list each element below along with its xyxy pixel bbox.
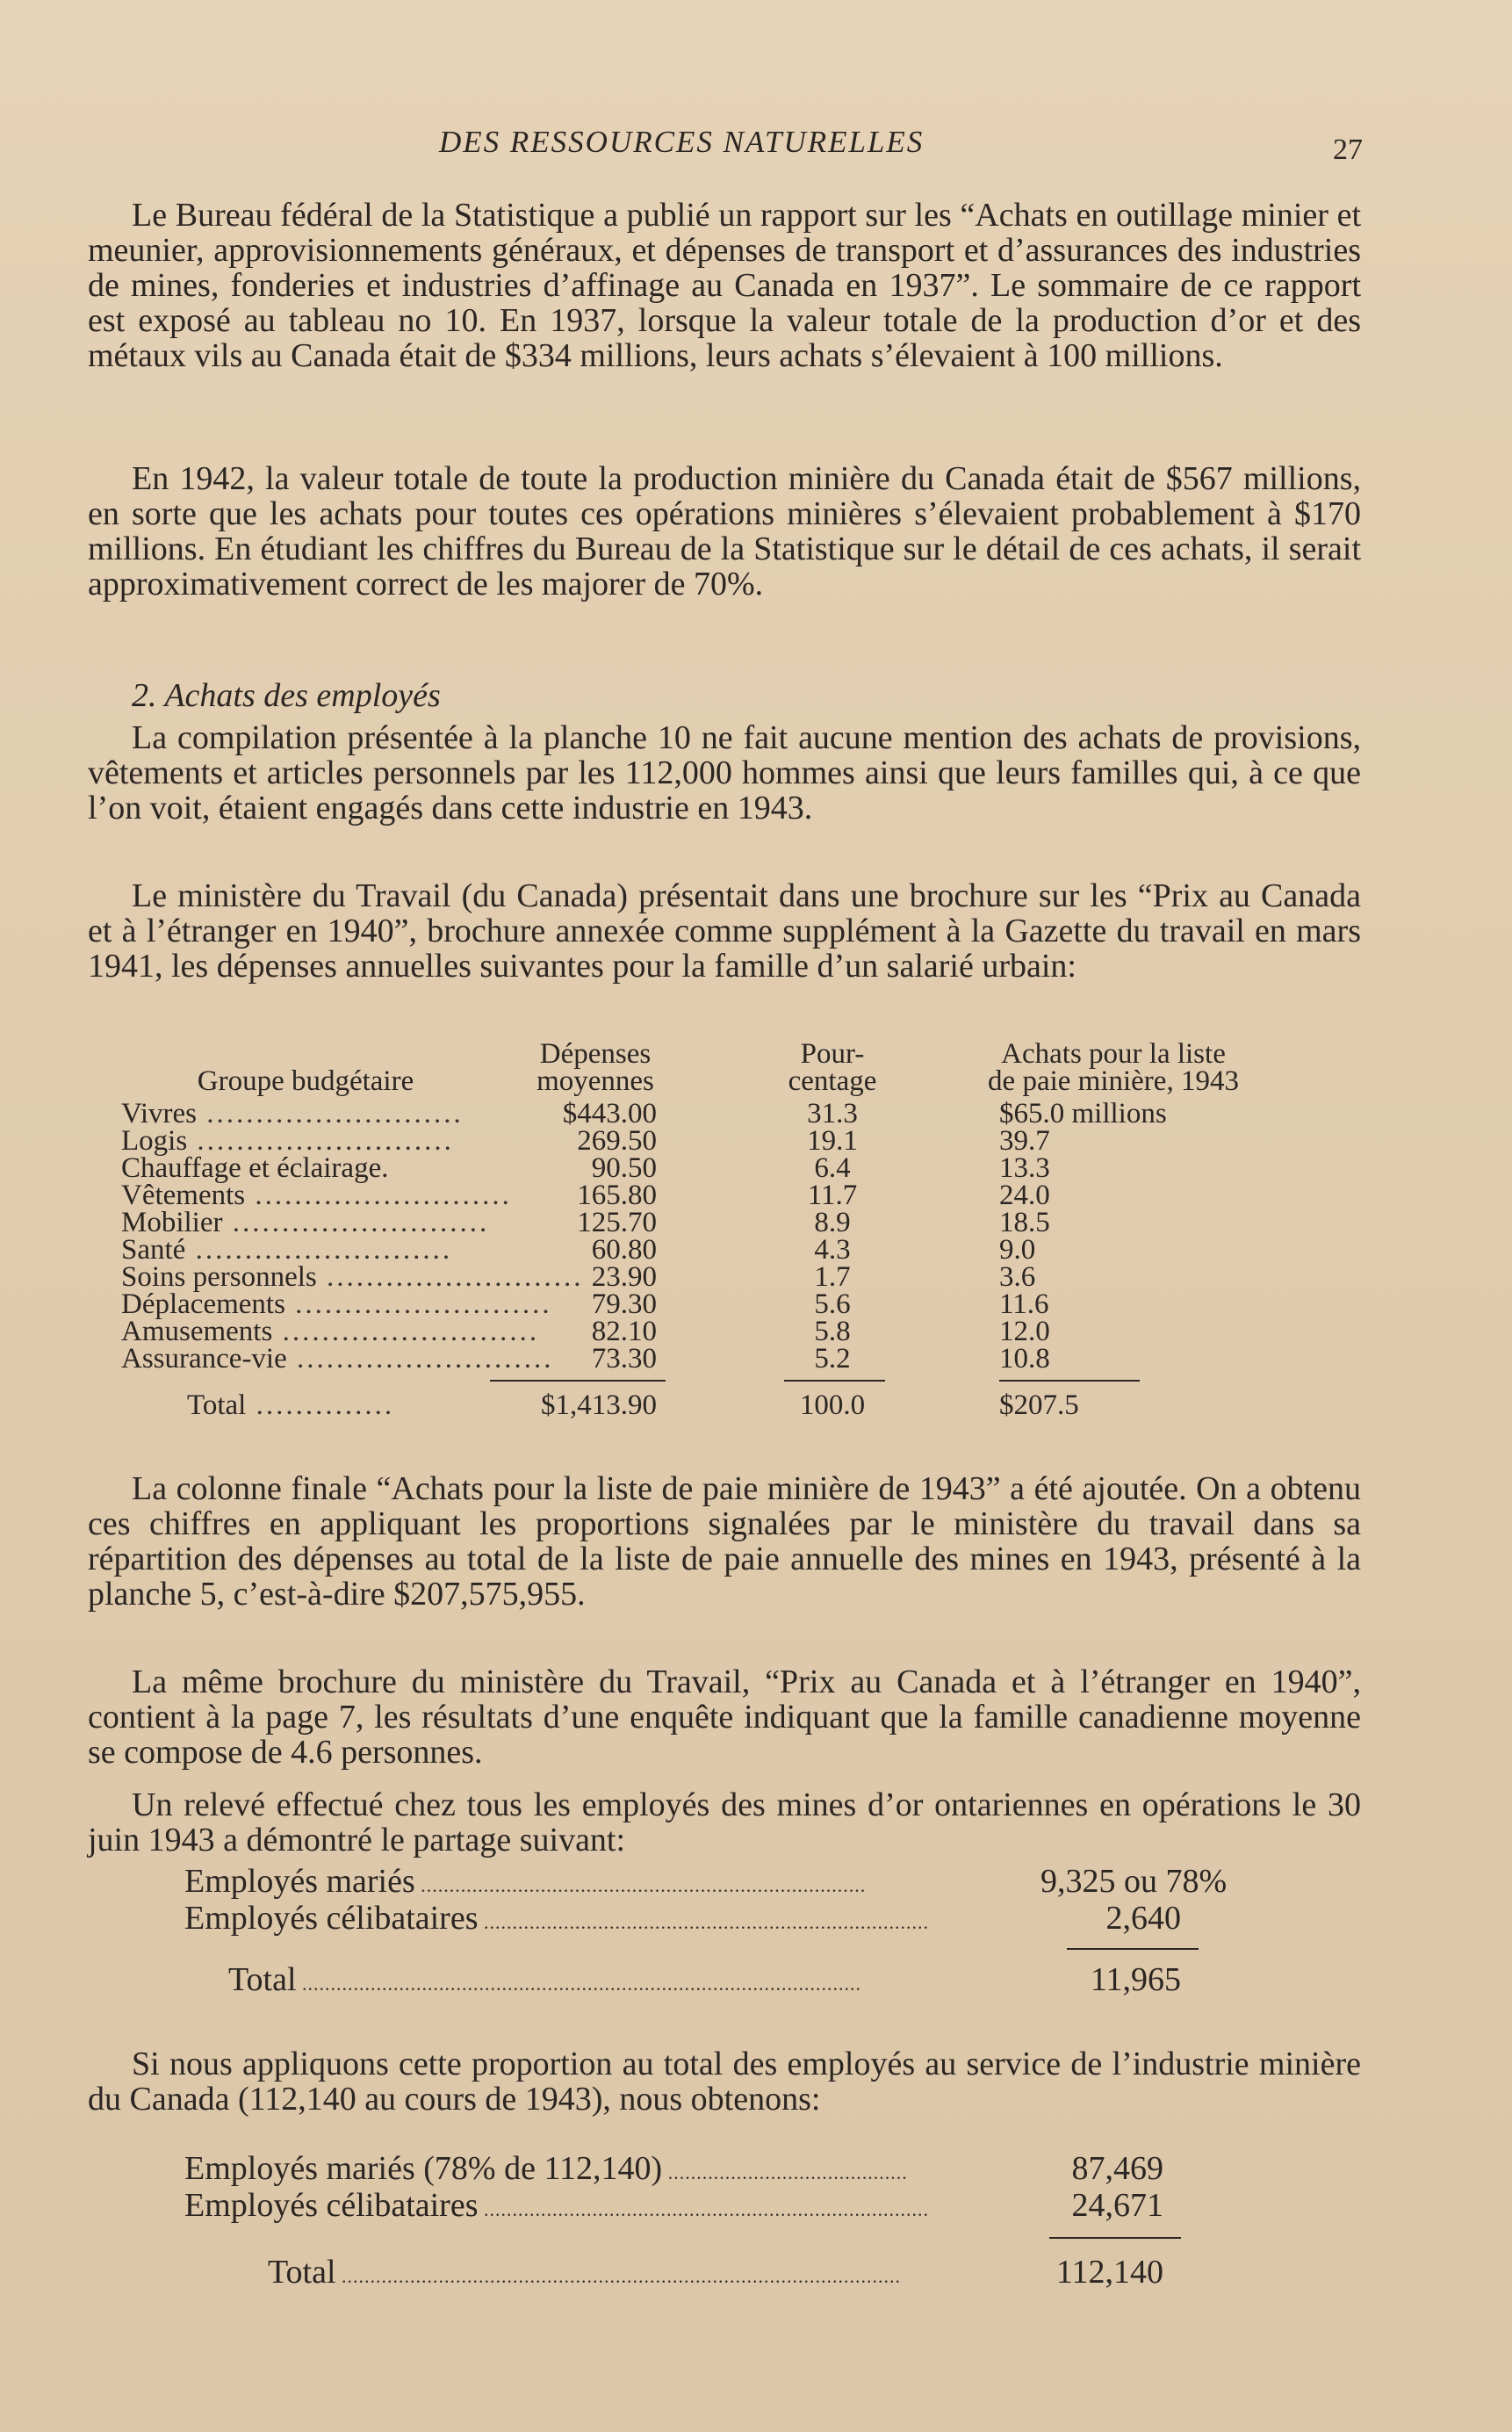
header-expense: Dépenses moyennes xyxy=(536,1038,654,1097)
table-total-row: Total .............. $1,413.90 100.0 $207.5 xyxy=(121,1392,1280,1424)
table-row: Logis .......................... 269.50 19.1 39.7 xyxy=(121,1128,1280,1155)
section-heading: 2. Achats des employés xyxy=(132,677,441,714)
staff-row-married: Employés mariés .............................................................................. 9,325 ou 78% xyxy=(184,1862,1352,1899)
paragraph-text: Si nous appliquons cette proportion au total des employés au service de l’industrie minière du Canada (112,140 au cours de 1943), nous obtenons: xyxy=(88,2046,1361,2118)
paragraph-purchases-1937 xyxy=(88,198,1361,373)
staff-value: 112,140 xyxy=(1055,2254,1163,2291)
table-row xyxy=(121,1152,1280,1184)
row-percent: 4.3 xyxy=(814,1234,851,1266)
row-payroll: 39.7 xyxy=(999,1125,1050,1157)
paragraph-text: Le ministère du Travail (du Canada) présentait dans une brochure sur les “Prix au Canada et à l’étranger en 1940”, brochure annexée comme supplément à la Gazette du travail en mars 1941, les dépenses annuelles suivantes pour la famille d’un salarié urbain: xyxy=(88,877,1361,985)
row-category: Amusements xyxy=(121,1316,273,1347)
staff-value: 9,325 ou 78% xyxy=(1040,1863,1228,1900)
header-group: Groupe budgétaire xyxy=(197,1065,414,1097)
row-percent: 5.6 xyxy=(814,1288,851,1320)
row-percent: 5.8 xyxy=(814,1316,851,1347)
row-expense: 73.30 xyxy=(591,1343,657,1375)
rule-payroll xyxy=(999,1380,1140,1382)
row-category: Mobilier xyxy=(121,1207,223,1238)
staff-label: Employés célibataires xyxy=(184,2187,479,2224)
paragraph-family-size xyxy=(88,1664,1361,1770)
staff-row-single: Employés célibataires .............................................................................. 24,671 xyxy=(184,2187,1163,2224)
table-row: Assurance-vie .......................... 73.30 5.2 10.8 xyxy=(121,1346,1280,1373)
row-payroll: 24.0 xyxy=(999,1180,1050,1211)
staff-value: 24,671 xyxy=(1071,2187,1163,2224)
ontario-staff-table xyxy=(184,1862,1352,1997)
paragraph-purchases-1942 xyxy=(88,461,1361,602)
row-expense: 125.70 xyxy=(577,1207,657,1238)
staff-row-total: Total .................................................................................................. 11,965 xyxy=(228,1961,1181,1998)
table-row: Mobilier .......................... 125.70 8.9 18.5 xyxy=(121,1209,1280,1237)
paragraph-ontario-survey xyxy=(88,1787,1361,1858)
running-title: DES RESSOURCES NATURELLES xyxy=(439,125,925,159)
paragraph-labour-brochure xyxy=(88,878,1361,984)
table-row: Soins personnels .......................... 23.90 1.7 3.6 xyxy=(121,1264,1280,1291)
row-expense: 269.50 xyxy=(577,1125,657,1157)
row-expense: 23.90 xyxy=(591,1261,657,1293)
staff-row-married: Employés mariés (78% de 112,140) .......................................... 87,469 xyxy=(184,2150,1163,2187)
table-row: Déplacements .......................... 79.30 5.6 11.6 xyxy=(121,1291,1280,1318)
row-category: Santé xyxy=(121,1234,186,1266)
table-row: Santé .......................... 60.80 4.3 9.0 xyxy=(121,1237,1280,1264)
header-payroll: Achats pour la liste de paie minière, 1943 xyxy=(988,1038,1239,1097)
staff-label: Total xyxy=(268,2254,336,2291)
row-expense: 90.50 xyxy=(591,1152,657,1184)
row-percent: 8.9 xyxy=(814,1207,851,1238)
staff-label: Total xyxy=(228,1961,297,1998)
total-percent: 100.0 xyxy=(799,1389,866,1421)
paragraph-text: Un relevé effectué chez tous les employés des mines d’or ontariennes en opérations le 30 juin 1943 a démontré le partage suivant: xyxy=(88,1786,1361,1858)
page-number: 27 xyxy=(1333,134,1363,166)
total-payroll: $207.5 xyxy=(999,1389,1079,1421)
staff-total-rule xyxy=(1067,1948,1199,1950)
staff-value: 11,965 xyxy=(1090,1961,1181,1998)
paragraph-canada-projection xyxy=(88,2046,1361,2117)
paragraph-employee-purchases xyxy=(88,720,1361,826)
canada-staff-table xyxy=(184,2149,1352,2290)
header-percent: Pour- centage xyxy=(788,1038,877,1097)
table-row: Vêtements .......................... 165.80 11.7 24.0 xyxy=(121,1182,1280,1209)
total-label: Total xyxy=(187,1389,247,1421)
staff-row-total: Total .................................................................................................. 112,140 xyxy=(268,2254,1163,2291)
staff-label: Employés mariés xyxy=(184,1863,415,1900)
row-category: Vivres xyxy=(121,1098,197,1129)
paragraph-text: En 1942, la valeur totale de toute la production minière du Canada était de $567 millions, en sorte que les achats pour toutes ces opérations minières s’élevaient probablement à $170 millions. En étudiant les chiffres du Bureau de la Statistique sur le détail de ces achats, il serait approximativement correct de les majorer de 70%. xyxy=(88,460,1361,603)
row-expense: 79.30 xyxy=(591,1288,657,1320)
table-row: Vivres .......................... $443.00 31.3 $65.0 millions xyxy=(121,1101,1280,1128)
row-category: Soins personnels xyxy=(121,1261,317,1293)
paragraph-text: La colonne finale “Achats pour la liste de paie minière de 1943” a été ajoutée. On a obtenu ces chiffres en appliquant les proportions signalées par le ministère du travail dans sa répartition des dépenses au total de la liste de paie annuelle des mines en 1943, présenté à la planche 5, c’est-à-dire $207,575,955. xyxy=(88,1470,1361,1613)
row-category: Assurance-vie xyxy=(121,1343,287,1375)
paragraph-text: Le Bureau fédéral de la Statistique a publié un rapport sur les “Achats en outillage minier et meunier, approvisionnements généraux, et dépenses de transport et d’assurances des industries de mines, fonderies et industries d’affinage au Canada en 1937”. Le sommaire de ce rapport est exposé au tableau no 10. En 1937, lorsque la valeur totale de la production d’or et des métaux vils au Canada était de $334 millions, leurs achats s’élevaient à 100 millions. xyxy=(88,197,1361,374)
staff-row-single: Employés célibataires .............................................................................. 2,640 xyxy=(184,1900,1181,1937)
paragraph-text: La compilation présentée à la planche 10 ne fait aucune mention des achats de provisions, vêtements et articles personnels par les 112,000 hommes ainsi que leurs familles qui, à ce que l’on voit, étaient engagés dans cette industrie en 1943. xyxy=(88,719,1361,826)
row-payroll: 18.5 xyxy=(999,1207,1050,1238)
rule-percent xyxy=(784,1380,885,1382)
row-percent: 11.7 xyxy=(807,1180,858,1211)
row-category: Logis xyxy=(121,1125,188,1157)
row-category: Vêtements xyxy=(121,1180,246,1211)
row-category: Chauffage et éclairage. xyxy=(121,1152,389,1184)
row-payroll: $65.0 millions xyxy=(999,1098,1167,1129)
rule-expense xyxy=(490,1380,666,1382)
row-percent: 6.4 xyxy=(814,1152,851,1184)
row-percent: 1.7 xyxy=(814,1261,851,1293)
row-percent: 19.1 xyxy=(807,1125,858,1157)
row-percent: 31.3 xyxy=(807,1098,858,1129)
row-payroll: 10.8 xyxy=(999,1343,1050,1375)
budget-table xyxy=(121,1038,1280,1424)
row-percent: 5.2 xyxy=(814,1343,851,1375)
table-row: Amusements .......................... 82.10 5.8 12.0 xyxy=(121,1318,1280,1346)
row-expense: 165.80 xyxy=(577,1180,657,1211)
row-payroll: 11.6 xyxy=(999,1288,1049,1320)
paragraph-text: La même brochure du ministère du Travail, “Prix au Canada et à l’étranger en 1940”, contient à la page 7, les résultats d’une enquête indiquant que la famille canadienne moyenne se compose de 4.6 personnes. xyxy=(88,1663,1361,1771)
staff-label: Employés mariés (78% de 112,140) xyxy=(184,2150,663,2187)
staff-value: 2,640 xyxy=(1105,1900,1181,1937)
row-payroll: 3.6 xyxy=(999,1261,1036,1293)
row-expense: 82.10 xyxy=(591,1316,657,1347)
row-payroll: 9.0 xyxy=(999,1234,1036,1266)
total-expense: $1,413.90 xyxy=(541,1389,657,1421)
row-payroll: 13.3 xyxy=(999,1152,1050,1184)
row-payroll: 12.0 xyxy=(999,1316,1050,1347)
table-header xyxy=(121,1038,1280,1101)
staff-total-rule xyxy=(1049,2237,1181,2239)
row-category: Déplacements xyxy=(121,1288,285,1320)
staff-label: Employés célibataires xyxy=(184,1900,479,1937)
paragraph-final-column xyxy=(88,1471,1361,1612)
row-expense: 60.80 xyxy=(591,1234,657,1266)
row-expense: $443.00 xyxy=(562,1098,657,1129)
staff-value: 87,469 xyxy=(1071,2150,1163,2187)
